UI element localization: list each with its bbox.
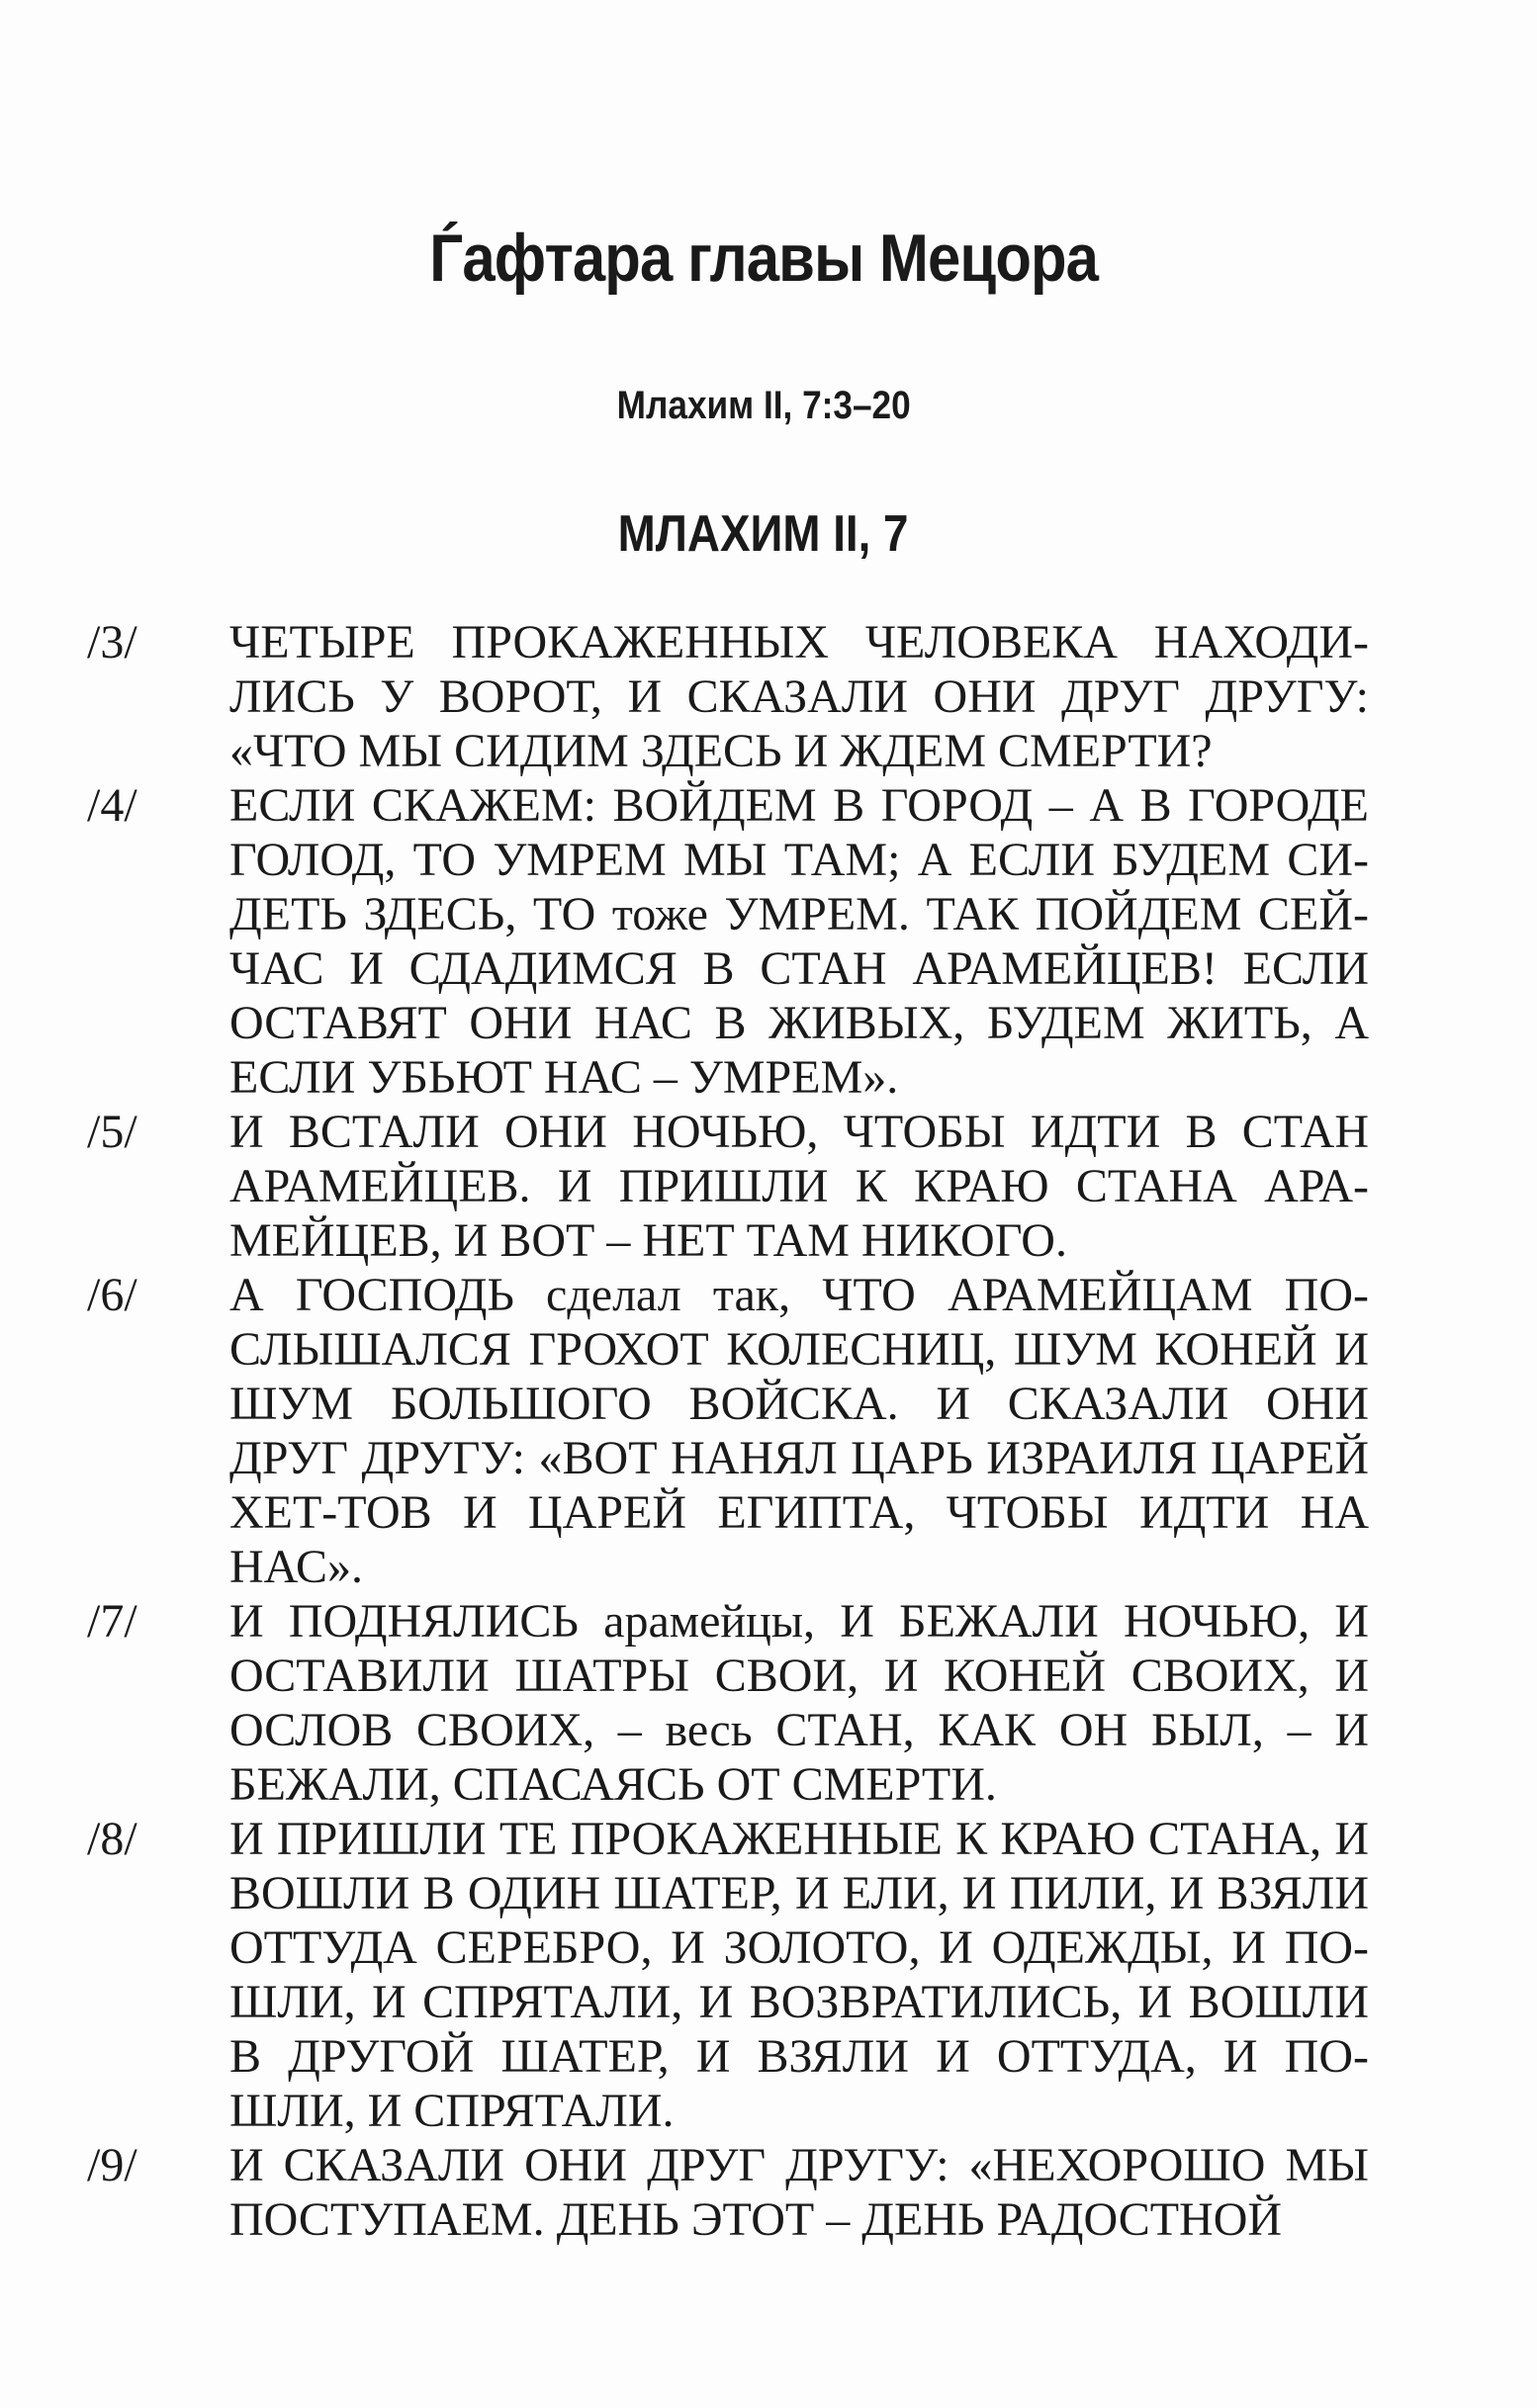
verse-number: /5/ (87, 1106, 137, 1158)
verse-number: /3/ (87, 616, 137, 669)
verse-number: /6/ (87, 1269, 137, 1321)
verse-text: И ВСТАЛИ ОНИ НОЧЬЮ, ЧТОБЫ ИДТИ В СТАН АРАМЕЙЦЕВ. И ПРИШЛИ К КРАЮ СТАНА АРА-МЕЙЦЕВ, И ВОТ – НЕТ ТАМ НИКОГО. (229, 1106, 1369, 1267)
verse-list (0, 615, 1537, 2247)
verse-5 (0, 1105, 1537, 1268)
verse-text: ЧЕТЫРЕ ПРОКАЖЕННЫХ ЧЕЛОВЕКА НАХОДИ-ЛИСЬ У ВОРОТ, И СКАЗАЛИ ОНИ ДРУГ ДРУГУ: «ЧТО МЫ СИДИМ ЗДЕСЬ И ЖДЕМ СМЕРТИ? (229, 616, 1369, 777)
verse-number: /4/ (87, 779, 137, 832)
verse-number: /7/ (87, 1595, 137, 1648)
verse-text: И ПРИШЛИ ТЕ ПРОКАЖЕННЫЕ К КРАЮ СТАНА, И ВОШЛИ В ОДИН ШАТЕР, И ЕЛИ, И ПИЛИ, И ВЗЯЛИ ОТТУДА СЕРЕБРО, И ЗОЛОТО, И ОДЕЖДЫ, И ПО-ШЛИ, И СПРЯТАЛИ, И ВОЗВРАТИЛИСЬ, И ВОШЛИ В ДРУГОЙ ШАТЕР, И ВЗЯЛИ И ОТТУДА, И ПО-ШЛИ, И СПРЯТАЛИ. (229, 1813, 1369, 2137)
page-title: Ѓафтара главы Мецора (429, 221, 1099, 296)
verse-text: ЕСЛИ СКАЖЕМ: ВОЙДЕМ В ГОРОД – А В ГОРОДЕ ГОЛОД, ТО УМРЕМ МЫ ТАМ; А ЕСЛИ БУДЕМ СИ-ДЕТЬ ЗДЕСЬ, ТО тоже УМРЕМ. ТАК ПОЙДЕМ СЕЙ-ЧАС И СДАДИМСЯ В СТАН АРАМЕЙЦЕВ! ЕСЛИ ОСТАВЯТ ОНИ НАС В ЖИВЫХ, БУДЕМ ЖИТЬ, А ЕСЛИ УБЬЮТ НАС – УМРЕМ». (229, 779, 1369, 1104)
verse-text: А ГОСПОДЬ сделал так, ЧТО АРАМЕЙЦАМ ПО-СЛЫШАЛСЯ ГРОХОТ КОЛЕСНИЦ, ШУМ КОНЕЙ И ШУМ БОЛЬШОГО ВОЙСКА. И СКАЗАЛИ ОНИ ДРУГ ДРУГУ: «ВОТ НАНЯЛ ЦАРЬ ИЗРАИЛЯ ЦАРЕЙ ХЕТ-ТОВ И ЦАРЕЙ ЕГИПТА, ЧТОБЫ ИДТИ НА НАС». (229, 1269, 1369, 1593)
verse-7 (0, 1594, 1537, 1812)
verse-text: И ПОДНЯЛИСЬ арамейцы, И БЕЖАЛИ НОЧЬЮ, И ОСТАВИЛИ ШАТРЫ СВОИ, И КОНЕЙ СВОИХ, И ОСЛОВ СВОИХ, – весь СТАН, КАК ОН БЫЛ, – И БЕЖАЛИ, СПАСАЯСЬ ОТ СМЕРТИ. (229, 1595, 1369, 1811)
chapter-heading: МЛАХИМ II, 7 (617, 505, 909, 563)
verse-6 (0, 1268, 1537, 1594)
verse-number: /9/ (87, 2139, 137, 2191)
verse-3 (0, 615, 1537, 778)
verse-text: И СКАЗАЛИ ОНИ ДРУГ ДРУГУ: «НЕХОРОШО МЫ ПОСТУПАЕМ. ДЕНЬ ЭТОТ – ДЕНЬ РАДОСТНОЙ (229, 2139, 1369, 2246)
verse-number: /8/ (87, 1813, 137, 1865)
verse-9 (0, 2138, 1537, 2247)
verse-4 (0, 778, 1537, 1105)
verse-8 (0, 1812, 1537, 2138)
page-subtitle: Млахим II, 7:3–20 (616, 384, 911, 427)
